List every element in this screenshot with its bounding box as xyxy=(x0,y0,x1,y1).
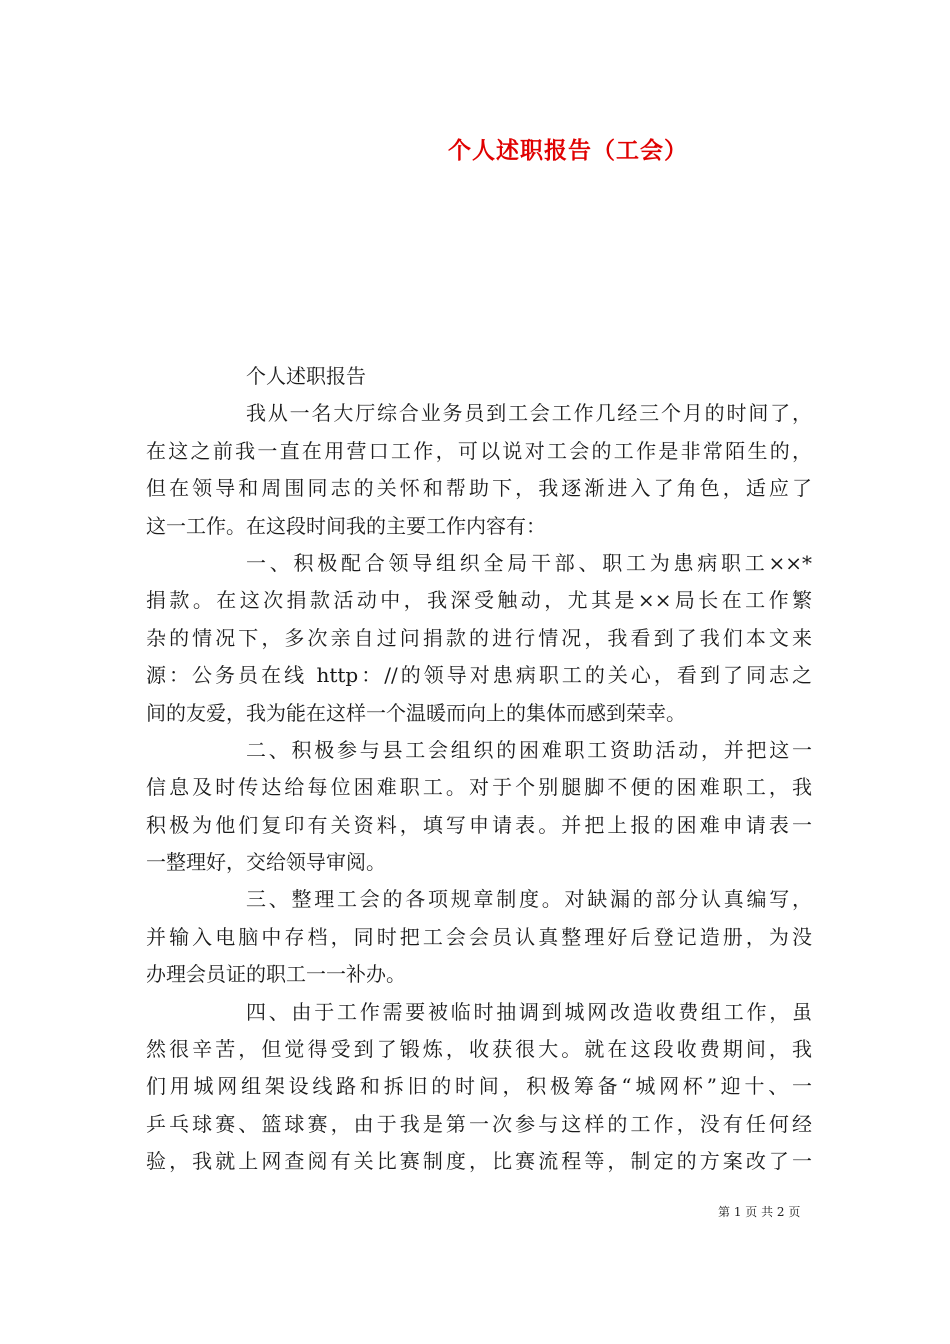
text-line: 我从一名大厅综合业务员到工会工作几经三个月的时间了， xyxy=(246,401,812,426)
text-line: 捐款。在这次捐款活动中，我深受触动，尤其是××局长在工作繁 xyxy=(146,588,812,613)
text-line: 乒乓球赛、篮球赛，由于我是第一次参与这样的工作，没有任何经 xyxy=(146,1111,812,1136)
document-title: 个人述职报告（工会） xyxy=(448,137,688,164)
text-line: 杂的情况下，多次亲自过问捐款的进行情况，我看到了我们本文来 xyxy=(146,625,812,650)
text-line: 积极为他们复印有关资料，填写申请表。并把上报的困难申请表一 xyxy=(146,812,812,837)
text-line: 间的友爱，我为能在这样一个温暖而向上的集体而感到荣幸。 xyxy=(146,700,686,725)
text-line: 然很辛苦，但觉得受到了锻炼，收获很大。就在这段收费期间，我 xyxy=(146,1037,812,1062)
text-line: 这一工作。在这段时间我的主要工作内容有： xyxy=(146,513,546,538)
document-body xyxy=(146,358,812,1181)
text-line: 三、整理工会的各项规章制度。对缺漏的部分认真编写， xyxy=(246,887,812,912)
text-line: 二、积极参与县工会组织的困难职工资助活动，并把这一 xyxy=(246,737,812,762)
text-line: 一、积极配合领导组织全局干部、职工为患病职工××* xyxy=(246,550,812,575)
text-line: 源：公务员在线 http：//的领导对患病职工的关心，看到了同志之 xyxy=(146,663,812,688)
page-footer: 第 1 页 共 2 页 xyxy=(718,1205,801,1219)
text-line: 一整理好，交给领导审阅。 xyxy=(146,850,386,875)
text-line: 们用城网组架设线路和拆旧的时间，积极筹备“城网杯”迎十、一 xyxy=(146,1074,812,1099)
text-line: 并输入电脑中存档，同时把工会会员认真整理好后登记造册，为没 xyxy=(146,924,812,949)
text-line: 但在领导和周围同志的关怀和帮助下，我逐渐进入了角色，适应了 xyxy=(146,476,812,501)
text-line: 验，我就上网查阅有关比赛制度，比赛流程等，制定的方案改了一 xyxy=(146,1149,812,1174)
text-line: 信息及时传达给每位困难职工。对于个别腿脚不便的困难职工，我 xyxy=(146,775,812,800)
text-line: 个人述职报告 xyxy=(246,364,366,388)
text-line: 四、由于工作需要被临时抽调到城网改造收费组工作，虽 xyxy=(246,999,812,1024)
text-line: 在这之前我一直在用营口工作，可以说对工会的工作是非常陌生的， xyxy=(146,438,812,463)
text-line: 办理会员证的职工一一补办。 xyxy=(146,962,406,987)
